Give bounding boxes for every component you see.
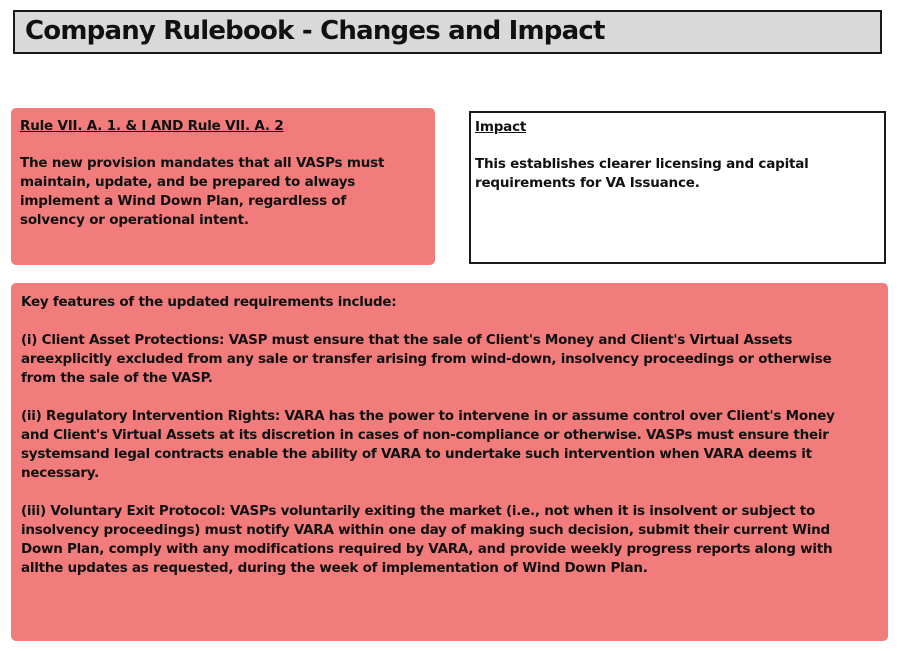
features-intro: Key features of the updated requirements include:: [21, 294, 397, 310]
feature-line: allthe updates as requested, during the week of implementation of Wind Down Plan.: [21, 560, 648, 576]
rule-heading: Rule VII. A. 1. & I AND Rule VII. A. 2: [20, 118, 284, 134]
rule-description: [20, 154, 426, 230]
feature-line: insolvency proceedings) must notify VARA within one day of making such decision, submit their current Wind: [21, 522, 830, 538]
rule-line: The new provision mandates that all VASPs must: [20, 155, 385, 171]
impact-description: [475, 155, 880, 193]
impact-line: requirements for VA Issuance.: [475, 175, 700, 191]
impact-line: This establishes clearer licensing and capital: [475, 156, 809, 172]
feature-line: systemsand legal contracts enable the ability of VARA to undertake such intervention when VARA deems it: [21, 446, 812, 462]
feature-client-asset-protections: [21, 331, 878, 388]
title-bar: [13, 10, 882, 54]
feature-line: (ii) Regulatory Intervention Rights: VARA has the power to intervene in or assume control over Client's Money: [21, 408, 835, 424]
feature-line: necessary.: [21, 465, 99, 481]
features-box: [11, 283, 888, 641]
feature-regulatory-intervention-rights: [21, 407, 878, 483]
impact-heading: Impact: [475, 119, 527, 135]
feature-line: areexplicitly excluded from any sale or transfer arising from wind-down, insolvency proceedings or otherwise: [21, 351, 832, 367]
rule-line: maintain, update, and be prepared to always: [20, 174, 356, 190]
impact-box: [469, 111, 886, 264]
feature-line: and Client's Virtual Assets at its discretion in cases of non-compliance or otherwise. VASPs must ensure their: [21, 427, 829, 443]
feature-line: from the sale of the VASP.: [21, 370, 213, 386]
feature-voluntary-exit-protocol: [21, 502, 878, 578]
feature-line: Down Plan, comply with any modifications required by VARA, and provide weekly progress reports along with: [21, 541, 833, 557]
page-title: Company Rulebook - Changes and Impact: [25, 16, 605, 46]
feature-line: (i) Client Asset Protections: VASP must ensure that the sale of Client's Money and Client's Virtual Assets: [21, 332, 793, 348]
rule-line: implement a Wind Down Plan, regardless of: [20, 193, 347, 209]
feature-line: (iii) Voluntary Exit Protocol: VASPs voluntarily exiting the market (i.e., not when it is insolvent or subject to: [21, 503, 815, 519]
rule-line: solvency or operational intent.: [20, 212, 249, 228]
rule-box: [11, 108, 435, 265]
